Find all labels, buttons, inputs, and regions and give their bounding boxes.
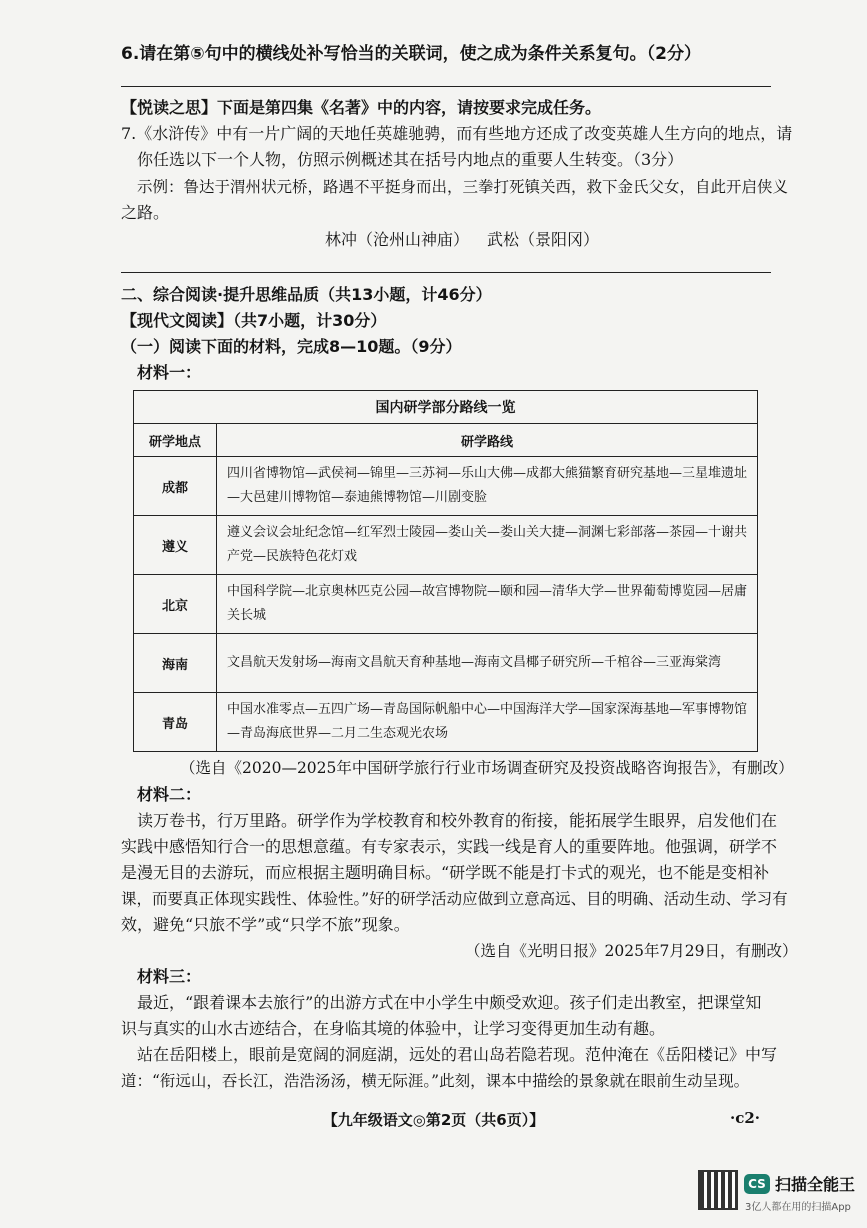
- material-2-line4: 课，而要真正体现实践性、体验性。”好的研学活动应做到立意高远、目的明确、活动生动、学习有: [121, 890, 788, 908]
- material-2-line2: 实践中感悟知行合一的思想意蕴。有专家表示，实践一线是育人的重要阵地。他强调，研学不: [121, 837, 778, 856]
- row-city: 青岛: [134, 693, 217, 752]
- table-caption: 国内研学部分路线一览: [134, 391, 758, 424]
- table-row: [134, 457, 758, 516]
- material-2-line1: 读万卷书，行万里路。研学作为学校教育和校外教育的衔接，能拓展学生眼界，启发他们在: [137, 811, 778, 830]
- modern-reading-title: 【现代文阅读】（共7小题，计30分）: [121, 311, 387, 330]
- section-2-title: 二、综合阅读·提升思维品质（共13小题，计46分）: [121, 285, 492, 304]
- option-wusong: 武松（景阳冈）: [487, 230, 600, 249]
- table-row: [134, 516, 758, 575]
- table-row: [134, 634, 758, 693]
- example-line2: 之路。: [121, 203, 170, 222]
- material-1-label: 材料一：: [137, 363, 202, 382]
- row-city: 海南: [134, 634, 217, 693]
- question-7-line2: 你任选以下一个人物，仿照示例概述其在括号内地点的重要人生转变。（3分）: [137, 150, 684, 169]
- row-route: 中国水准零点—五四广场—青岛国际帆船中心—中国海洋大学—国家深海基地—军事博物馆—青岛海底世界—二月二生态观光农场: [217, 693, 758, 752]
- option-linchong: 林冲（沧州山神庙）: [325, 230, 470, 249]
- col-header-location: 研学地点: [134, 424, 217, 457]
- material-3-line2: 识与真实的山水古迹结合，在身临其境的体验中，让学习变得更加生动有趣。: [121, 1019, 666, 1038]
- table-row: [134, 575, 758, 634]
- row-route: 文昌航天发射场—海南文昌航天育种基地—海南文昌椰子研究所—千棺谷—三亚海棠湾: [217, 634, 758, 693]
- material-2-line5: 效，避免“只旅不学”或“只学不旅”现象。: [121, 915, 410, 934]
- material-3-line4: 道：“衔远山，吞长江，浩浩汤汤，横无际涯。”此刻，课本中描绘的景象就在眼前生动呈现。: [121, 1072, 750, 1090]
- material-2-label: 材料二：: [137, 785, 202, 804]
- row-city: 成都: [134, 457, 217, 516]
- example-line1: 示例：鲁达于渭州状元桥，路遇不平挺身而出，三拳打死镇关西，救下金氏父女，自此开启侠义: [137, 178, 789, 196]
- camscanner-logo-icon: CS: [744, 1174, 770, 1194]
- part-1-title: （一）阅读下面的材料，完成8—10题。（9分）: [121, 337, 462, 356]
- material-2-line3: 是漫无目的去游玩，而应根据主题明确目标。“研学既不能是打卡式的观光，也不能是变相补: [121, 863, 770, 882]
- watermark-name: 扫描全能王: [775, 1175, 856, 1194]
- question-6: 6.请在第⑤句中的横线处补写恰当的关联词，使之成为条件关系复句。（2分）: [121, 44, 702, 64]
- col-header-route: 研学路线: [217, 424, 758, 457]
- answer-line-6: [121, 86, 771, 87]
- material-1-source: （选自《2020—2025年中国研学旅行行业市场调查研究及投资战略咨询报告》，有删改）: [180, 759, 794, 777]
- material-3-label: 材料三：: [137, 967, 202, 986]
- routes-table: [133, 390, 758, 752]
- row-route: 四川省博物馆—武侯祠—锦里—三苏祠—乐山大佛—成都大熊猫繁育研究基地—三星堆遗址—大邑建川博物馆—泰迪熊博物馆—川剧变脸: [217, 457, 758, 516]
- row-route: 遵义会议会址纪念馆—红军烈士陵园—娄山关—娄山关大捷—洞渊七彩部落—茶园—十谢共产党—民族特色花灯戏: [217, 516, 758, 575]
- answer-line-7: [121, 272, 771, 273]
- table-row: [134, 693, 758, 752]
- row-route: 中国科学院—北京奥林匹克公园—故宫博物院—颐和园—清华大学—世界葡萄博览园—居庸关长城: [217, 575, 758, 634]
- page-code: ·c2·: [730, 1109, 761, 1127]
- watermark-subtitle: 3亿人都在用的扫描App: [745, 1202, 851, 1213]
- qr-code-icon: [698, 1170, 738, 1210]
- row-city: 北京: [134, 575, 217, 634]
- material-3-line1: 最近，“跟着课本去旅行”的出游方式在中小学生中颇受欢迎。孩子们走出教室，把课堂知: [137, 993, 762, 1012]
- material-3-line3: 站在岳阳楼上，眼前是宽阔的洞庭湖，远处的君山岛若隐若现。范仲淹在《岳阳楼记》中写: [137, 1045, 778, 1064]
- material-2-source: （选自《光明日报》2025年7月29日，有删改）: [465, 942, 798, 960]
- page-footer: 【九年级语文◎第2页（共6页）】: [322, 1111, 545, 1129]
- row-city: 遵义: [134, 516, 217, 575]
- question-7-line1: 7.《水浒传》中有一片广阔的天地任英雄驰骋，而有些地方还成了改变英雄人生方向的地点，请: [121, 124, 793, 143]
- yuedu-heading: 【悦读之思】下面是第四集《名著》中的内容，请按要求完成任务。: [121, 98, 602, 117]
